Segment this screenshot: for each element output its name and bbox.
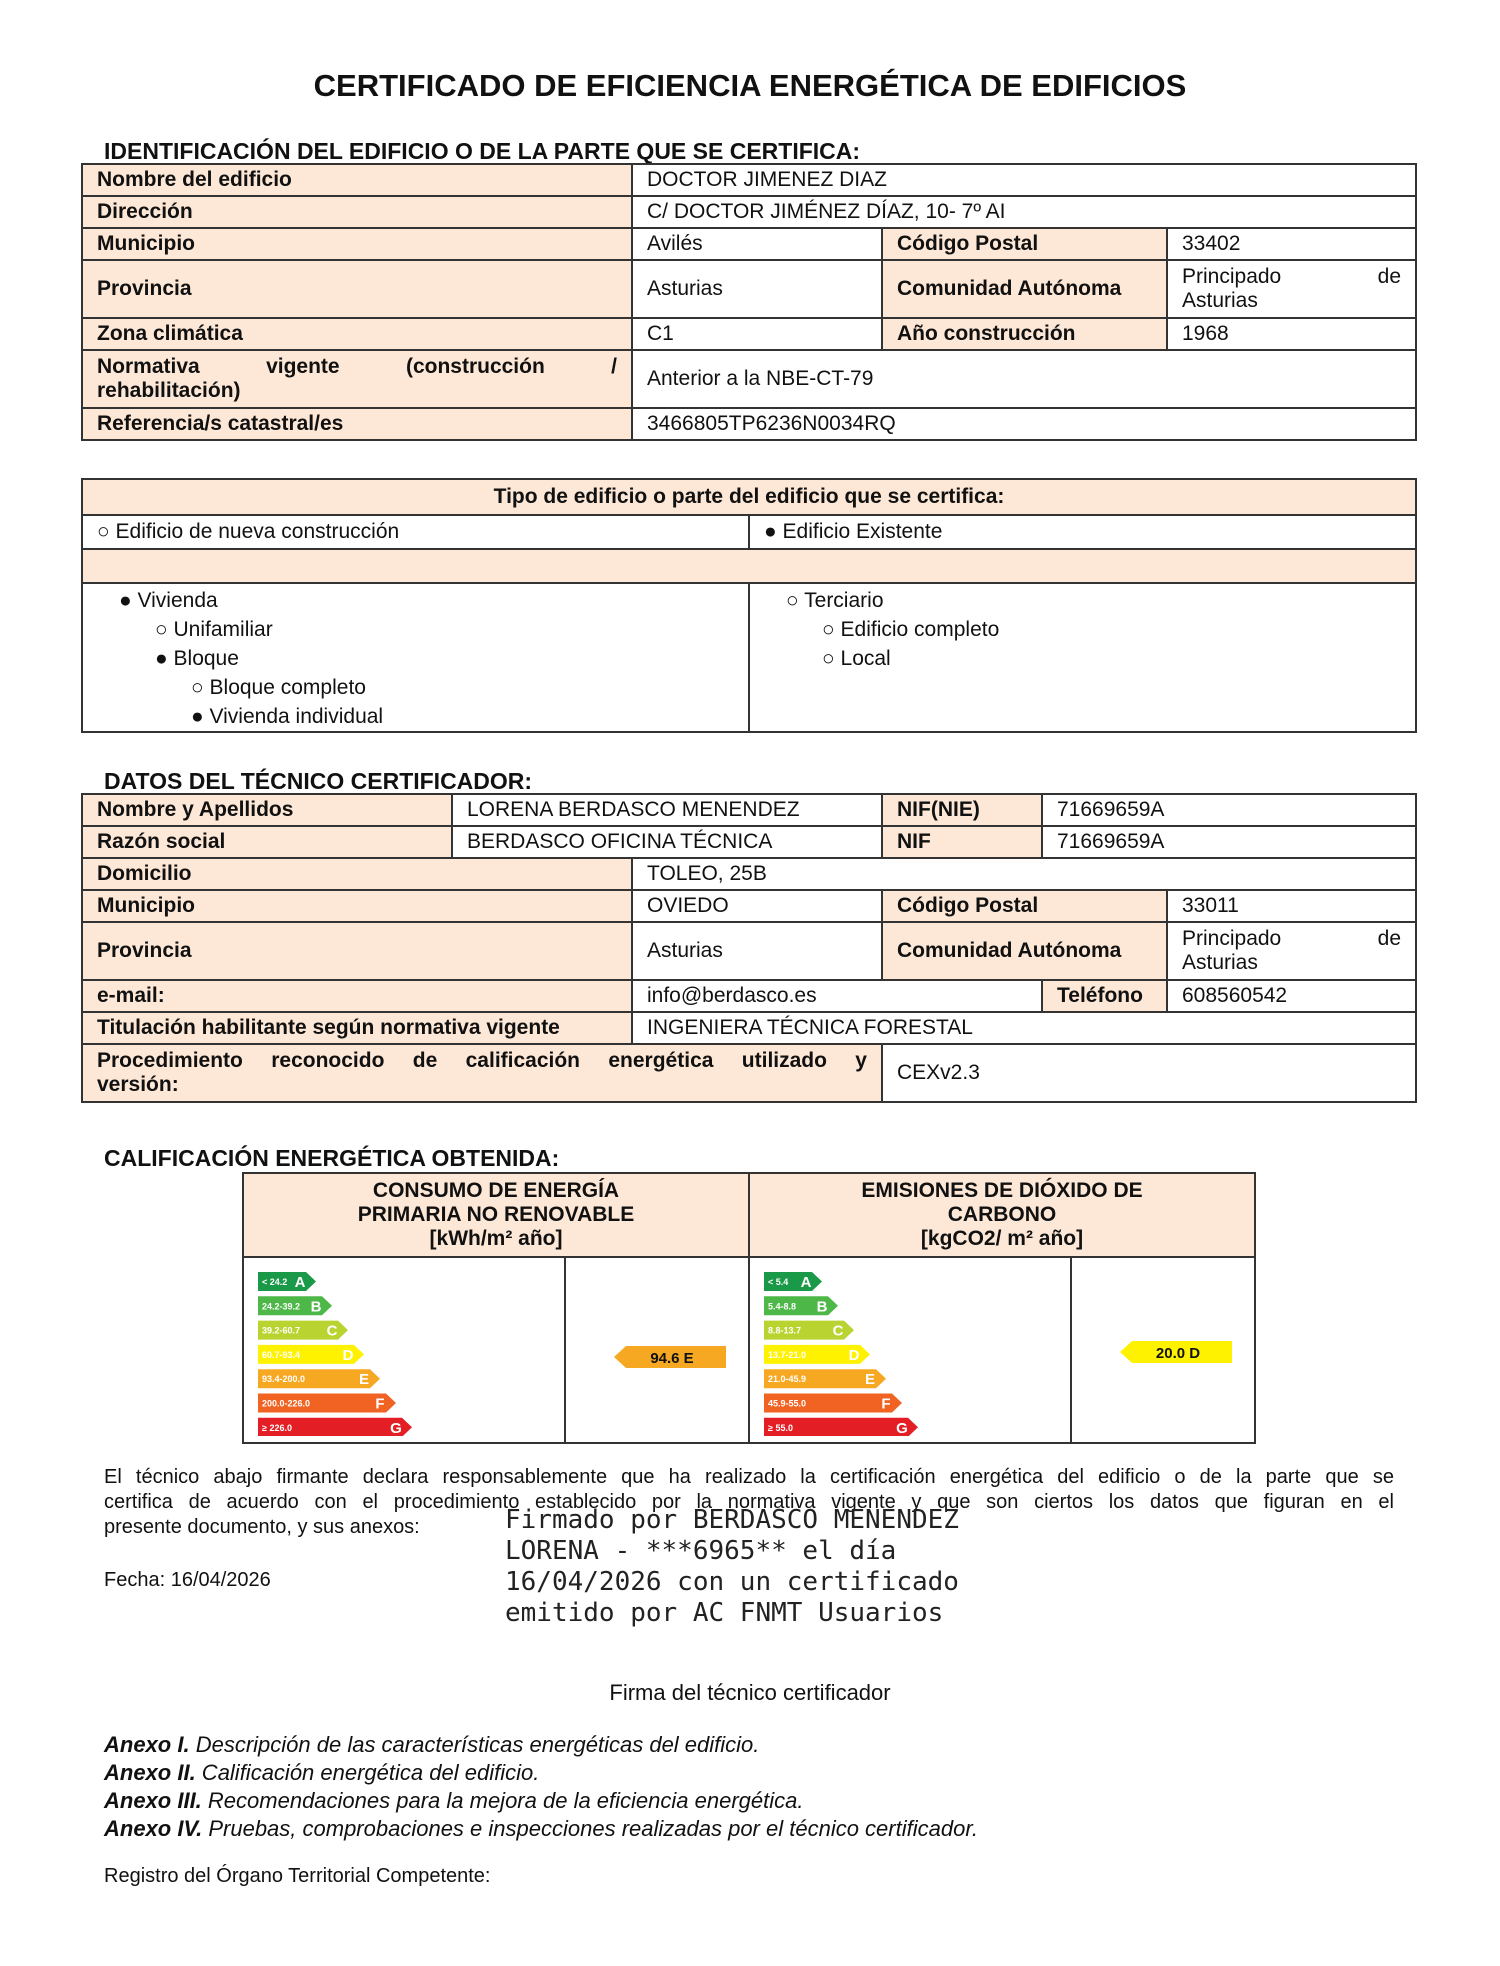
anexos-list	[104, 1731, 978, 1843]
telefono-value: 608560542	[1167, 980, 1416, 1012]
tipo-separator	[82, 549, 1416, 583]
catastral-value: 3466805TP6236N0034RQ	[632, 408, 1416, 440]
emisiones-band-letter: E	[865, 1371, 876, 1389]
codigo-postal-value: 33402	[1167, 228, 1416, 260]
nif-nie-value: 71669659A	[1042, 794, 1416, 826]
consumo-band-f	[258, 1394, 396, 1413]
tecnico-municipio-label: Municipio	[82, 890, 632, 922]
identificacion-table	[81, 163, 1417, 441]
consumo-band-letter: C	[326, 1322, 338, 1340]
email-label: e-mail:	[82, 980, 632, 1012]
nif-nie-label: NIF(NIE)	[882, 794, 1042, 826]
consumo-band-letter: A	[294, 1274, 306, 1291]
bloque-option: ● Bloque	[155, 647, 239, 670]
anexo-item: Anexo IV. Pruebas, comprobaciones e inspecciones realizadas por el técnico certificador.	[104, 1816, 978, 1841]
emisiones-result-label: 20.0 D	[1155, 1345, 1201, 1362]
zona-climatica-value: C1	[632, 318, 882, 350]
consumo-header: CONSUMO DE ENERGÍA PRIMARIA NO RENOVABLE [kWh/m² año]	[243, 1173, 749, 1257]
anexo-item: Anexo I. Descripción de las características energéticas del edificio.	[104, 1732, 760, 1757]
tecnico-heading: DATOS DEL TÉCNICO CERTIFICADOR:	[104, 768, 533, 794]
emisiones-band-a	[764, 1272, 822, 1291]
catastral-label: Referencia/s catastral/es	[82, 408, 632, 440]
domicilio-value: TOLEO, 25B	[632, 858, 1416, 890]
direccion-value: C/ DOCTOR JIMÉNEZ DÍAZ, 10- 7º AI	[632, 196, 1416, 228]
tecnico-provincia-label: Provincia	[82, 922, 632, 980]
emisiones-band-range: ≥ 55.0	[768, 1422, 793, 1433]
consumo-band-a	[258, 1272, 316, 1291]
tecnico-codigo-postal-label: Código Postal	[882, 890, 1167, 922]
emisiones-band-range: 13.7-21.0	[768, 1349, 807, 1360]
tecnico-comunidad-label: Comunidad Autónoma	[882, 922, 1167, 980]
anio-construccion-label: Año construcción	[882, 318, 1167, 350]
tipo-edificio-heading: Tipo de edificio o parte del edificio que se certifica:	[82, 479, 1416, 515]
comunidad-autonoma-value: Principado de Asturias	[1167, 260, 1416, 318]
registro-label: Registro del Órgano Territorial Competente:	[104, 1865, 491, 1887]
consumo-band-range: 60.7-93.4	[262, 1349, 301, 1360]
codigo-postal-label: Código Postal	[882, 228, 1167, 260]
titulacion-value: INGENIERA TÉCNICA FORESTAL	[632, 1012, 1416, 1044]
nif-value: 71669659A	[1042, 826, 1416, 858]
provincia-value: Asturias	[632, 260, 882, 318]
emisiones-band-b	[764, 1296, 838, 1315]
consumo-band-d	[258, 1345, 364, 1364]
tecnico-table	[81, 793, 1417, 1103]
email-value: info@berdasco.es	[632, 980, 1042, 1012]
identificacion-heading: IDENTIFICACIÓN DEL EDIFICIO O DE LA PARTE QUE SE CERTIFICA:	[104, 138, 861, 164]
edificio-existente-option: ● Edificio Existente	[749, 515, 1416, 549]
municipio-label: Municipio	[82, 228, 632, 260]
consumo-band-c	[258, 1321, 348, 1340]
anexo-item: Anexo II. Calificación energética del edificio.	[104, 1760, 540, 1785]
nombre-edificio-value: DOCTOR JIMENEZ DIAZ	[632, 164, 1416, 196]
zona-climatica-label: Zona climática	[82, 318, 632, 350]
normativa-label: Normativa vigente (construcción / rehabilitación)	[82, 350, 632, 408]
edificio-completo-option: ○ Edificio completo	[822, 618, 1000, 641]
firma-digital: Firmado por BERDASCO MENENDEZ LORENA - ***6965** el día 16/04/2026 con un certificado emitido por AC FNMT Usuarios	[505, 1505, 959, 1628]
consumo-band-range: 93.4-200.0	[262, 1374, 306, 1385]
emisiones-band-d	[764, 1345, 870, 1364]
anio-construccion-value: 1968	[1167, 318, 1416, 350]
provincia-label: Provincia	[82, 260, 632, 318]
consumo-result-label: 94.6 E	[650, 1350, 694, 1367]
consumo-result-cell	[565, 1257, 749, 1443]
tecnico-nombre-value: LORENA BERDASCO MENENDEZ	[452, 794, 882, 826]
emisiones-band-e	[764, 1369, 886, 1388]
emisiones-band-range: 45.9-55.0	[768, 1398, 807, 1409]
tecnico-nombre-label: Nombre y Apellidos	[82, 794, 452, 826]
tecnico-comunidad-value: Principado de Asturias	[1167, 922, 1416, 980]
bloque-completo-option: ○ Bloque completo	[191, 676, 366, 699]
nueva-construccion-option: ○ Edificio de nueva construcción	[82, 515, 749, 549]
consumo-band-range: 39.2-60.7	[262, 1325, 301, 1336]
consumo-band-g	[258, 1418, 412, 1436]
procedimiento-label: Procedimiento reconocido de calificación energética utilizado y versión:	[82, 1044, 882, 1102]
emisiones-band-letter: D	[848, 1346, 860, 1364]
emisiones-scale	[750, 1258, 1070, 1436]
consumo-band-b	[258, 1296, 332, 1315]
consumo-band-letter: F	[375, 1395, 385, 1413]
vivienda-option: ● Vivienda	[119, 589, 218, 612]
emisiones-band-range: 21.0-45.9	[768, 1374, 807, 1385]
emisiones-band-range: 8.8-13.7	[768, 1325, 802, 1336]
emisiones-result-cell	[1071, 1257, 1255, 1443]
consumo-band-letter: D	[342, 1346, 354, 1364]
municipio-value: Avilés	[632, 228, 882, 260]
emisiones-band-letter: A	[800, 1274, 812, 1291]
emisiones-band-range: 5.4-8.8	[768, 1301, 797, 1312]
telefono-label: Teléfono	[1042, 980, 1167, 1012]
procedimiento-value: CEXv2.3	[882, 1044, 1416, 1102]
razon-social-label: Razón social	[82, 826, 452, 858]
consumo-band-range: 200.0-226.0	[262, 1398, 311, 1409]
emisiones-header: EMISIONES DE DIÓXIDO DE CARBONO [kgCO2/ m² año]	[749, 1173, 1255, 1257]
titulacion-label: Titulación habilitante según normativa vigente	[82, 1012, 632, 1044]
emisiones-band-g	[764, 1418, 918, 1436]
tecnico-codigo-postal-value: 33011	[1167, 890, 1416, 922]
emisiones-band-range: < 5.4	[768, 1277, 789, 1287]
consumo-band-letter: G	[390, 1419, 402, 1436]
fecha: Fecha: 16/04/2026	[104, 1569, 271, 1591]
nombre-edificio-label: Nombre del edificio	[82, 164, 632, 196]
razon-social-value: BERDASCO OFICINA TÉCNICA	[452, 826, 882, 858]
vivienda-individual-option: ● Vivienda individual	[191, 705, 384, 728]
tecnico-provincia-value: Asturias	[632, 922, 882, 980]
vivienda-options	[82, 583, 749, 732]
tipo-edificio-table	[81, 478, 1417, 733]
emisiones-band-letter: F	[881, 1395, 891, 1413]
nif-label: NIF	[882, 826, 1042, 858]
consumo-band-letter: E	[358, 1371, 370, 1389]
consumo-scale	[244, 1258, 564, 1436]
domicilio-label: Domicilio	[82, 858, 632, 890]
emisiones-band-letter: G	[896, 1419, 908, 1436]
calificacion-table	[242, 1172, 1256, 1444]
calificacion-heading: CALIFICACIÓN ENERGÉTICA OBTENIDA:	[104, 1145, 560, 1171]
consumo-band-e	[258, 1369, 380, 1388]
consumo-band-letter: B	[310, 1298, 322, 1316]
terciario-option: ○ Terciario	[786, 589, 884, 612]
direccion-label: Dirección	[82, 196, 632, 228]
firma-label: Firma del técnico certificador	[609, 1680, 891, 1705]
emisiones-band-letter: C	[832, 1322, 844, 1340]
consumo-band-range: 24.2-39.2	[262, 1301, 301, 1312]
emisiones-scale-cell	[749, 1257, 1071, 1443]
local-option: ○ Local	[822, 647, 891, 670]
emisiones-band-letter: B	[816, 1298, 828, 1316]
terciario-options	[749, 583, 1416, 732]
declaracion-text: El técnico abajo firmante declara responsablemente que ha realizado la certificación energética del edificio o de la parte que se certifica de acuerdo con el procedimiento establecido por la normativa vigente y que son ciertos los datos que figuran en el presente documento, y sus anexos:	[104, 1466, 1394, 1538]
comunidad-autonoma-label: Comunidad Autónoma	[882, 260, 1167, 318]
consumo-scale-cell	[243, 1257, 565, 1443]
consumo-band-range: ≥ 226.0	[262, 1422, 292, 1433]
unifamiliar-option: ○ Unifamiliar	[155, 618, 273, 641]
emisiones-band-f	[764, 1394, 902, 1413]
emisiones-band-c	[764, 1321, 854, 1340]
consumo-band-range: < 24.2	[262, 1277, 288, 1287]
page-title: CERTIFICADO DE EFICIENCIA ENERGÉTICA DE EDIFICIOS	[313, 68, 1187, 103]
tecnico-municipio-value: OVIEDO	[632, 890, 882, 922]
emisiones-result-arrow	[1072, 1258, 1254, 1436]
normativa-value: Anterior a la NBE-CT-79	[632, 350, 1416, 408]
consumo-result-arrow	[566, 1258, 748, 1436]
anexo-item: Anexo III. Recomendaciones para la mejora de la eficiencia energética.	[104, 1788, 804, 1813]
